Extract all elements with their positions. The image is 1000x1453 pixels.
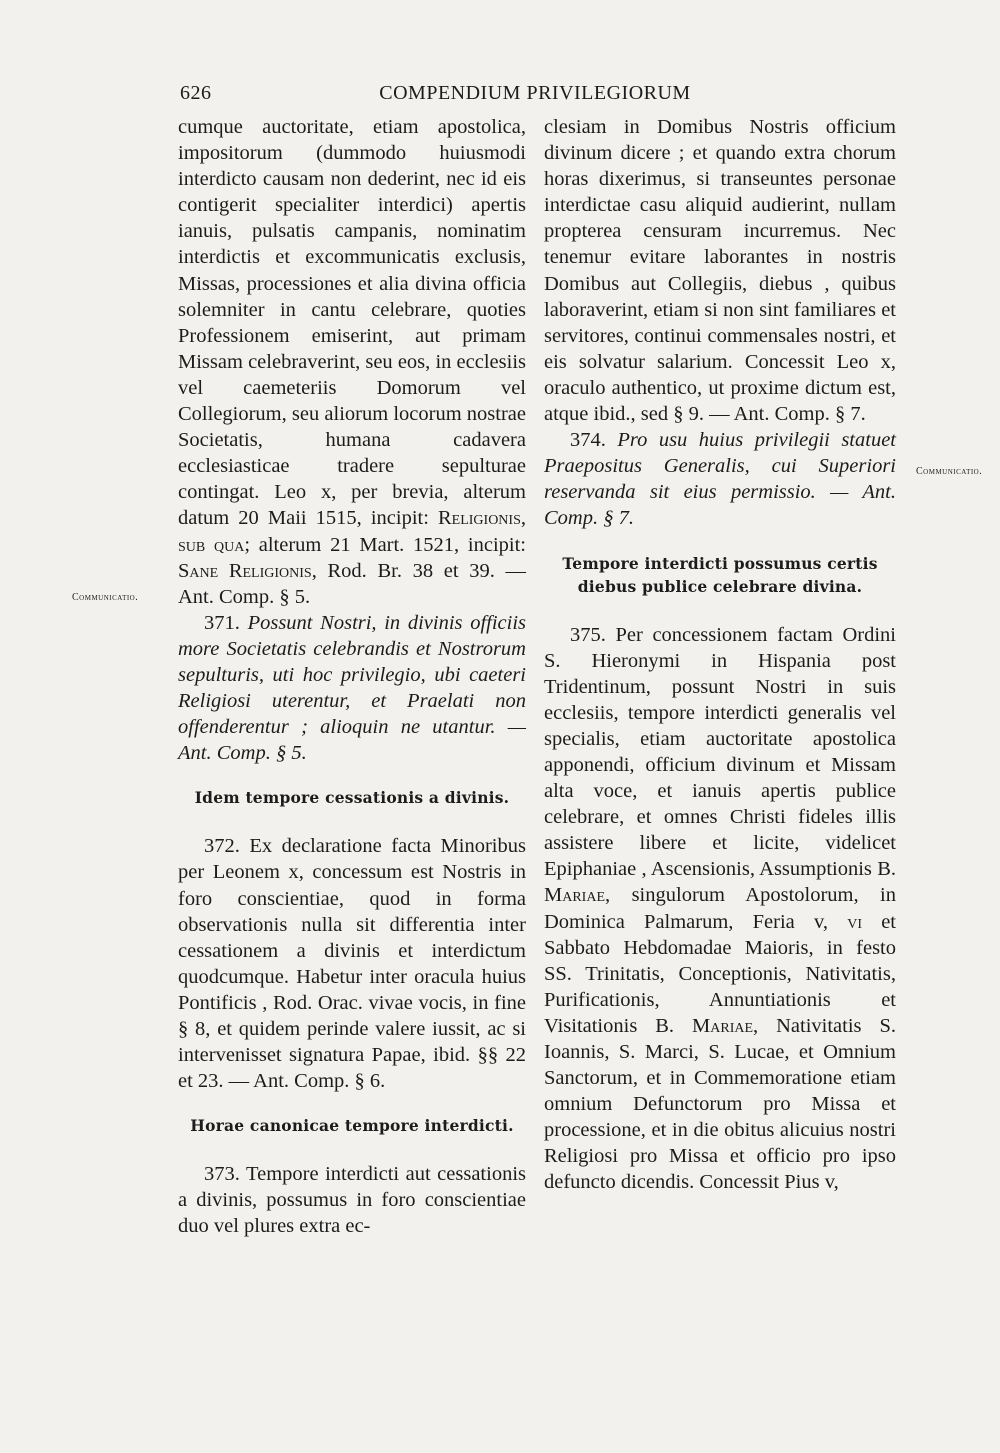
section-heading: Tempore interdicti possumus certis diebus publice celebrare divina. — [562, 553, 878, 596]
paragraph-continuation — [178, 114, 526, 610]
right-column — [544, 114, 896, 1196]
paragraph-number: 371. — [204, 611, 240, 634]
paragraph-number: 374. — [570, 429, 606, 452]
page-header — [180, 78, 890, 108]
name-small-caps: Mariae — [692, 1014, 754, 1037]
paragraph-373: 373. Tempore interdicti aut cessationis a divinis, possumus in foro conscientiae duo vel plures extra ec- — [178, 1163, 526, 1238]
text-run: , Nativitatis S. Ioannis, S. Marci, S. Lucae, et Omnium Sanctorum, et in Commemoratione etiam omnium Defunctorum pro Missa et processione, et in die obitus alicuius nostri Religiosi pro Missa et officio pro ipso defuncto dicendis. Concessit Pius v, — [544, 1014, 896, 1194]
text-run: , singulorum Apostolorum, in Dominica Palmarum, Feria v, — [544, 884, 896, 933]
text-run: 375. Per concessionem factam Ordini S. Hieronymi in Hispania post Tridentinum, possunt Nostri in suis ecclesiis, tempore interdicti generalis vel specialis, etiam auctoritate apostolica apponendi, officium divinum et Missam alta voce, et ianuis apertis publice celebrare, et omnes Christi fideles illis assistere libere et licite, videlicet Epiphaniae , Ascensionis, Assumptionis B. — [544, 623, 896, 881]
page-number: 626 — [180, 82, 212, 104]
margin-note-right: Communicatio. — [916, 466, 983, 477]
section-heading: Idem tempore cessationis a divinis. — [194, 788, 510, 808]
name-small-caps: Mariae — [544, 884, 606, 907]
paragraph-375 — [544, 622, 896, 1196]
numeral-small-caps: vi — [847, 910, 862, 933]
incipit-small-caps: Sane Religionis, — [178, 559, 317, 582]
running-title: COMPENDIUM PRIVILEGIORUM — [379, 82, 691, 104]
paragraph-374 — [544, 427, 896, 531]
margin-note-left: Communicatio. — [72, 592, 139, 603]
text-run: ; alterum 21 Mart. 1521, incipit: — [244, 533, 526, 556]
italic-text: Possunt Nostri, in divinis officiis more Societatis celebrandis et Nostrorum sepulturis, uti hoc privilegio, ubi caeteri Religiosi uterentur, et Praelati non offenderentur ; alioquin ne utantur. — Ant. Comp. § 5. — [178, 611, 527, 765]
text-run: cumque auctoritate, etiam apostolica, impositorum (dummodo huiusmodi interdicto causam non dederint, nec id eis contigerit specialiter interdici) apertis ianuis, pulsatis campanis, nominatim interdictis et excommunicatis exclusis, Missas, processiones et alia divina officia solemniter in cantu celebrare, quoties Professionem emiserint, aut primam Missam celebraverint, seu eos, in ecclesiis vel caemeteriis Domorum vel Collegiorum, seu aliorum locorum nostrae Societatis, humana cadavera ecclesiasticae tradere sepulturae contingat. Leo x, per brevia, alterum datum 20 Maii 1515, incipit: — [178, 116, 526, 530]
text-run: et Sabbato Hebdomadae Maioris, in festo SS. Trinitatis, Conceptionis, Nativitatis, Purificationis, Annuntiationis et Visitationis B. — [544, 910, 896, 1037]
text-run: Rod. Br. 38 et 39. — Ant. Comp. § 5. — [178, 559, 526, 608]
paragraph-371 — [178, 610, 526, 767]
incipit-small-caps: Religionis, sub qua — [178, 507, 526, 556]
section-heading: Horae canonicae tempore interdicti. — [190, 1116, 514, 1136]
paragraph-continuation: clesiam in Domibus Nostris officium divinum dicere ; et quando extra chorum horas dixerimus, si transeuntes personae interdictae casu aliquid audierint, nullam propterea censuram incurremus. Nec tenemur evitare laborantes in nostris Domibus aut Collegiis, diebus , quibus laboraverint, etiam si non sint familiares et servitores, continui commensales nostri, et eis solvatur salarium. Concessit Leo x, oraculo authentico, ut proxime dictum est, atque ibid., sed § 9. — Ant. Comp. § 7. — [544, 116, 896, 426]
left-column — [178, 114, 526, 1240]
italic-text: Pro usu huius privilegii statuet Praepositus Generalis, cui Superiori reservanda sit eius permissio. — Ant. Comp. § 7. — [544, 429, 896, 530]
paragraph-372: 372. Ex declaratione facta Minoribus per Leonem x, concessum est Nostris in foro conscientiae, quod in forma observationis nulla sit differentia inter cessationem a divinis et interdictum quodcumque. Habetur inter oracula huius Pontificis , Rod. Orac. vivae vocis, in fine § 8, et quidem perinde valere iussit, ac si intervenisset signatura Papae, ibid. §§ 22 et 23. — Ant. Comp. § 6. — [178, 835, 526, 1093]
